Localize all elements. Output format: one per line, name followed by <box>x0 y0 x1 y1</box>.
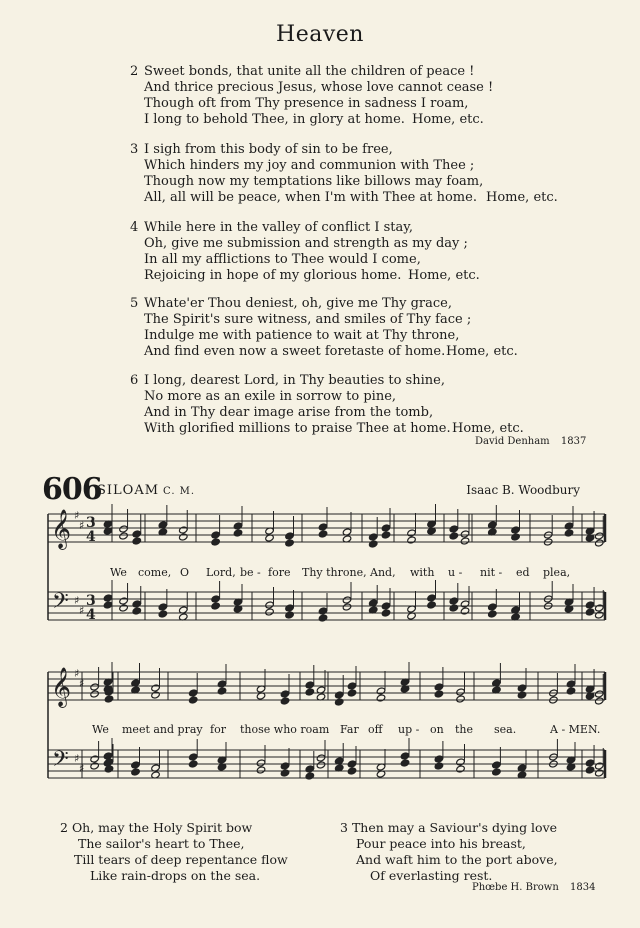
page-title: Heaven <box>276 22 364 47</box>
bottom-stanza-3 <box>340 820 558 884</box>
note-head <box>488 603 497 611</box>
note-head <box>233 529 242 537</box>
lyric-syllable: Lord, <box>206 566 236 579</box>
note-head <box>585 608 594 616</box>
note-head <box>305 681 314 689</box>
note-head <box>131 768 140 776</box>
note-head <box>347 760 356 768</box>
sharp-icon: ♯ <box>79 762 85 775</box>
note-head <box>564 529 573 537</box>
lyric-syllable: ed <box>516 566 530 579</box>
note-head <box>188 753 197 761</box>
stanza-line <box>60 820 288 836</box>
note-head <box>595 532 604 540</box>
stanza-line: I long to behold Thee, in glory at home. <box>144 112 405 127</box>
note-head <box>151 691 160 699</box>
stanza-refrain: Home, etc. <box>452 421 524 436</box>
note-head <box>381 609 390 617</box>
sharp-icon: ♯ <box>74 752 80 765</box>
note-head <box>407 536 416 544</box>
lyric-syllable: And, <box>370 566 396 579</box>
note-head <box>119 604 128 612</box>
note-head <box>449 597 458 605</box>
author-name: David Denham <box>475 436 550 447</box>
stanza-line: The sailor's heart to Thee, <box>78 836 245 851</box>
sharp-icon: ♯ <box>79 519 85 532</box>
lyric-syllable: come, <box>138 566 172 579</box>
lyric-syllable: A - MEN. <box>550 723 601 736</box>
stanza-line: In all my afflictions to Thee would I come, <box>144 252 421 267</box>
note-head <box>132 530 141 538</box>
note-head <box>280 690 289 698</box>
lyric-syllable: the <box>455 723 474 736</box>
note-head <box>132 537 141 545</box>
stanza-line: Pour peace into his breast, <box>356 836 526 851</box>
stanza-number: 6 <box>130 373 139 388</box>
note-head <box>595 769 604 777</box>
note-head <box>595 611 604 619</box>
note-head <box>334 698 343 706</box>
author-name: Phœbe H. Brown <box>472 882 559 893</box>
note-head <box>456 695 465 703</box>
lyric-syllable: meet and pray <box>122 723 203 736</box>
lyric-syllable: nit - <box>480 566 503 579</box>
lyric-syllable: fore <box>268 566 291 579</box>
note-head <box>265 601 274 609</box>
note-head <box>256 766 265 774</box>
stanza-line: And find even now a sweet foretaste of home. <box>144 344 446 359</box>
note-head <box>434 683 443 691</box>
tune-meter: C. M. <box>163 486 196 497</box>
note-head <box>188 696 197 704</box>
stanza-line: With glorified millions to praise Thee at home. <box>144 421 451 436</box>
note-head <box>449 525 458 533</box>
note-head <box>318 523 327 531</box>
note-head <box>400 752 409 760</box>
note-head <box>566 680 575 688</box>
note-head <box>456 758 465 766</box>
note-head <box>566 687 575 695</box>
note-head <box>119 525 128 533</box>
lyric-syllable: We <box>92 723 109 736</box>
stanza-line: Of everlasting rest. <box>370 868 493 883</box>
note-head <box>285 532 294 540</box>
note-head <box>211 595 220 603</box>
note-head <box>103 594 112 602</box>
note-head <box>368 540 377 548</box>
time-signature-top: 3 <box>86 593 96 609</box>
note-head <box>305 772 314 780</box>
stanza-line-text: Then may a Saviour's dying love <box>351 820 558 835</box>
note-head <box>434 755 443 763</box>
note-head <box>305 765 314 773</box>
note-head <box>285 604 294 612</box>
note-head <box>119 597 128 605</box>
stanza-number: 2 <box>60 820 68 835</box>
note-head <box>456 765 465 773</box>
note-head <box>104 695 113 703</box>
lyric-syllable: Thy throne, <box>302 566 367 579</box>
note-head <box>119 532 128 540</box>
note-head <box>347 767 356 775</box>
note-head <box>434 690 443 698</box>
note-head <box>460 537 469 545</box>
lyric-syllable: plea, <box>543 566 571 579</box>
hymn-number: 606 <box>42 472 102 507</box>
lyric-syllable: with <box>410 566 435 579</box>
lyric-syllable: those who roam <box>240 723 330 736</box>
lyric-syllable: Far <box>340 723 359 736</box>
stanza-refrain: Home, etc. <box>412 112 484 127</box>
stanza-line: Sweet bonds, that unite all the children of peace ! <box>144 64 475 79</box>
note-head <box>132 600 141 608</box>
stanza-line: I sigh from this body of sin to be free, <box>144 142 393 157</box>
note-head <box>211 531 220 539</box>
note-head <box>381 524 390 532</box>
note-head <box>427 601 436 609</box>
note-head <box>511 526 520 534</box>
note-head <box>585 759 594 767</box>
lyric-syllable: be - <box>240 566 261 579</box>
sharp-icon: ♯ <box>74 509 80 522</box>
sharp-icon: ♯ <box>74 594 80 607</box>
note-head <box>517 684 526 692</box>
note-head <box>280 697 289 705</box>
sharp-icon: ♯ <box>79 604 85 617</box>
stanza-refrain: Home, etc. <box>486 190 558 205</box>
note-head <box>376 687 385 695</box>
author-credit-bottom <box>472 882 595 893</box>
note-head <box>595 697 604 705</box>
note-head <box>460 607 469 615</box>
note-head <box>158 603 167 611</box>
stanza-line: All, all will be peace, when I'm with Thee at home. <box>144 190 477 205</box>
note-head <box>381 602 390 610</box>
note-head <box>318 530 327 538</box>
note-head <box>376 694 385 702</box>
stanza-line: Which hinders my joy and communion with Thee ; <box>144 158 475 173</box>
note-head <box>280 769 289 777</box>
stanza-number: 5 <box>130 296 139 311</box>
note-head <box>511 533 520 541</box>
lyric-syllable: u - <box>448 566 463 579</box>
note-head <box>585 601 594 609</box>
note-head <box>492 761 501 769</box>
lyric-syllable: off <box>368 723 383 736</box>
note-head <box>90 690 99 698</box>
lyric-syllable: on <box>430 723 444 736</box>
note-head <box>595 690 604 698</box>
stanza-line: No more as an exile in sorrow to pine, <box>144 389 397 404</box>
note-head <box>233 522 242 530</box>
lyric-syllable: We <box>110 566 127 579</box>
stanza-line: Indulge me with patience to wait at Thy throne, <box>144 328 460 343</box>
note-head <box>179 533 188 541</box>
note-head <box>342 603 351 611</box>
note-head <box>179 526 188 534</box>
lyric-syllable: up - <box>398 723 420 736</box>
stanza-line: Till tears of deep repentance flow <box>74 852 288 867</box>
stanza-line: I long, dearest Lord, in Thy beauties to shine, <box>144 373 445 388</box>
note-head <box>347 689 356 697</box>
bass-clef-icon: 𝄢 <box>52 747 69 777</box>
lyric-syllable: O <box>180 566 190 579</box>
note-head <box>456 688 465 696</box>
note-head <box>151 684 160 692</box>
stanza-number: 2 <box>130 64 139 79</box>
stanza-line-text: Oh, may the Holy Spirit bow <box>71 820 253 835</box>
note-head <box>488 610 497 618</box>
stanza-line: And in Thy dear image arise from the tomb, <box>144 405 434 420</box>
note-head <box>90 755 99 763</box>
note-head <box>449 604 458 612</box>
note-head <box>305 688 314 696</box>
note-head <box>368 533 377 541</box>
author-year: 1837 <box>560 436 587 447</box>
stanza-number: 3 <box>130 142 139 157</box>
note-head <box>217 680 226 688</box>
lyric-syllable: for <box>210 723 226 736</box>
stanza-line: And thrice precious Jesus, whose love cannot cease ! <box>144 80 494 95</box>
note-head <box>318 607 327 615</box>
note-head <box>217 687 226 695</box>
stanza-number: 3 <box>340 820 348 835</box>
tune-title: SILOAM <box>97 483 160 498</box>
stanza-line: Whate'er Thou deniest, oh, give me Thy grace, <box>144 296 452 311</box>
time-signature-bottom: 4 <box>86 607 96 623</box>
stanza-line: Though now my temptations like billows may foam, <box>144 174 484 189</box>
note-head <box>285 539 294 547</box>
note-head <box>407 529 416 537</box>
treble-clef-icon: 𝄞 <box>51 667 72 707</box>
stanza-line <box>340 820 558 836</box>
bottom-stanza-2 <box>60 820 288 884</box>
note-head <box>595 604 604 612</box>
note-head <box>90 762 99 770</box>
note-head <box>131 761 140 769</box>
note-head <box>316 761 325 769</box>
note-head <box>132 607 141 615</box>
stanza-line: Rejoicing in hope of my glorious home. <box>144 268 402 283</box>
note-head <box>449 532 458 540</box>
note-head <box>211 602 220 610</box>
note-head <box>265 608 274 616</box>
note-head <box>188 689 197 697</box>
stanza-line: Oh, give me submission and strength as my day ; <box>144 236 468 251</box>
note-head <box>334 691 343 699</box>
treble-clef-icon: 𝄞 <box>51 509 72 549</box>
note-head <box>103 601 112 609</box>
stanza-line: And waft him to the port above, <box>356 852 558 867</box>
stanza-refrain: Home, etc. <box>446 344 518 359</box>
note-head <box>342 596 351 604</box>
note-head <box>381 531 390 539</box>
note-head <box>285 611 294 619</box>
time-signature-top: 3 <box>86 515 96 531</box>
stanza-number: 4 <box>130 220 139 235</box>
sharp-icon: ♯ <box>79 677 85 690</box>
stanza-line: While here in the valley of conflict I stay, <box>144 220 414 235</box>
note-head <box>211 538 220 546</box>
note-head <box>564 522 573 530</box>
composer: Isaac B. Woodbury <box>466 483 580 497</box>
sharp-icon: ♯ <box>74 667 80 680</box>
note-head <box>280 762 289 770</box>
time-signature-bottom: 4 <box>86 529 96 545</box>
bass-clef-icon: 𝄢 <box>52 589 69 619</box>
note-head <box>318 614 327 622</box>
note-head <box>595 539 604 547</box>
note-head <box>158 610 167 618</box>
stanza-refrain: Home, etc. <box>408 268 480 283</box>
stanza-line: Like rain-drops on the sea. <box>90 868 261 883</box>
lyric-syllable: sea. <box>494 723 517 736</box>
note-head <box>347 682 356 690</box>
note-head <box>256 759 265 767</box>
note-head <box>434 762 443 770</box>
note-head <box>492 768 501 776</box>
stanza-line: The Spirit's sure witness, and smiles of Thy face ; <box>144 312 472 327</box>
note-head <box>585 766 594 774</box>
note-head <box>460 530 469 538</box>
note-head <box>188 760 197 768</box>
note-head <box>400 759 409 767</box>
note-head <box>517 691 526 699</box>
author-year: 1834 <box>569 882 596 893</box>
note-head <box>460 600 469 608</box>
stanza-line: Though oft from Thy presence in sadness I roam, <box>144 96 469 111</box>
note-head <box>427 594 436 602</box>
note-head <box>316 754 325 762</box>
note-head <box>90 683 99 691</box>
note-head <box>595 762 604 770</box>
